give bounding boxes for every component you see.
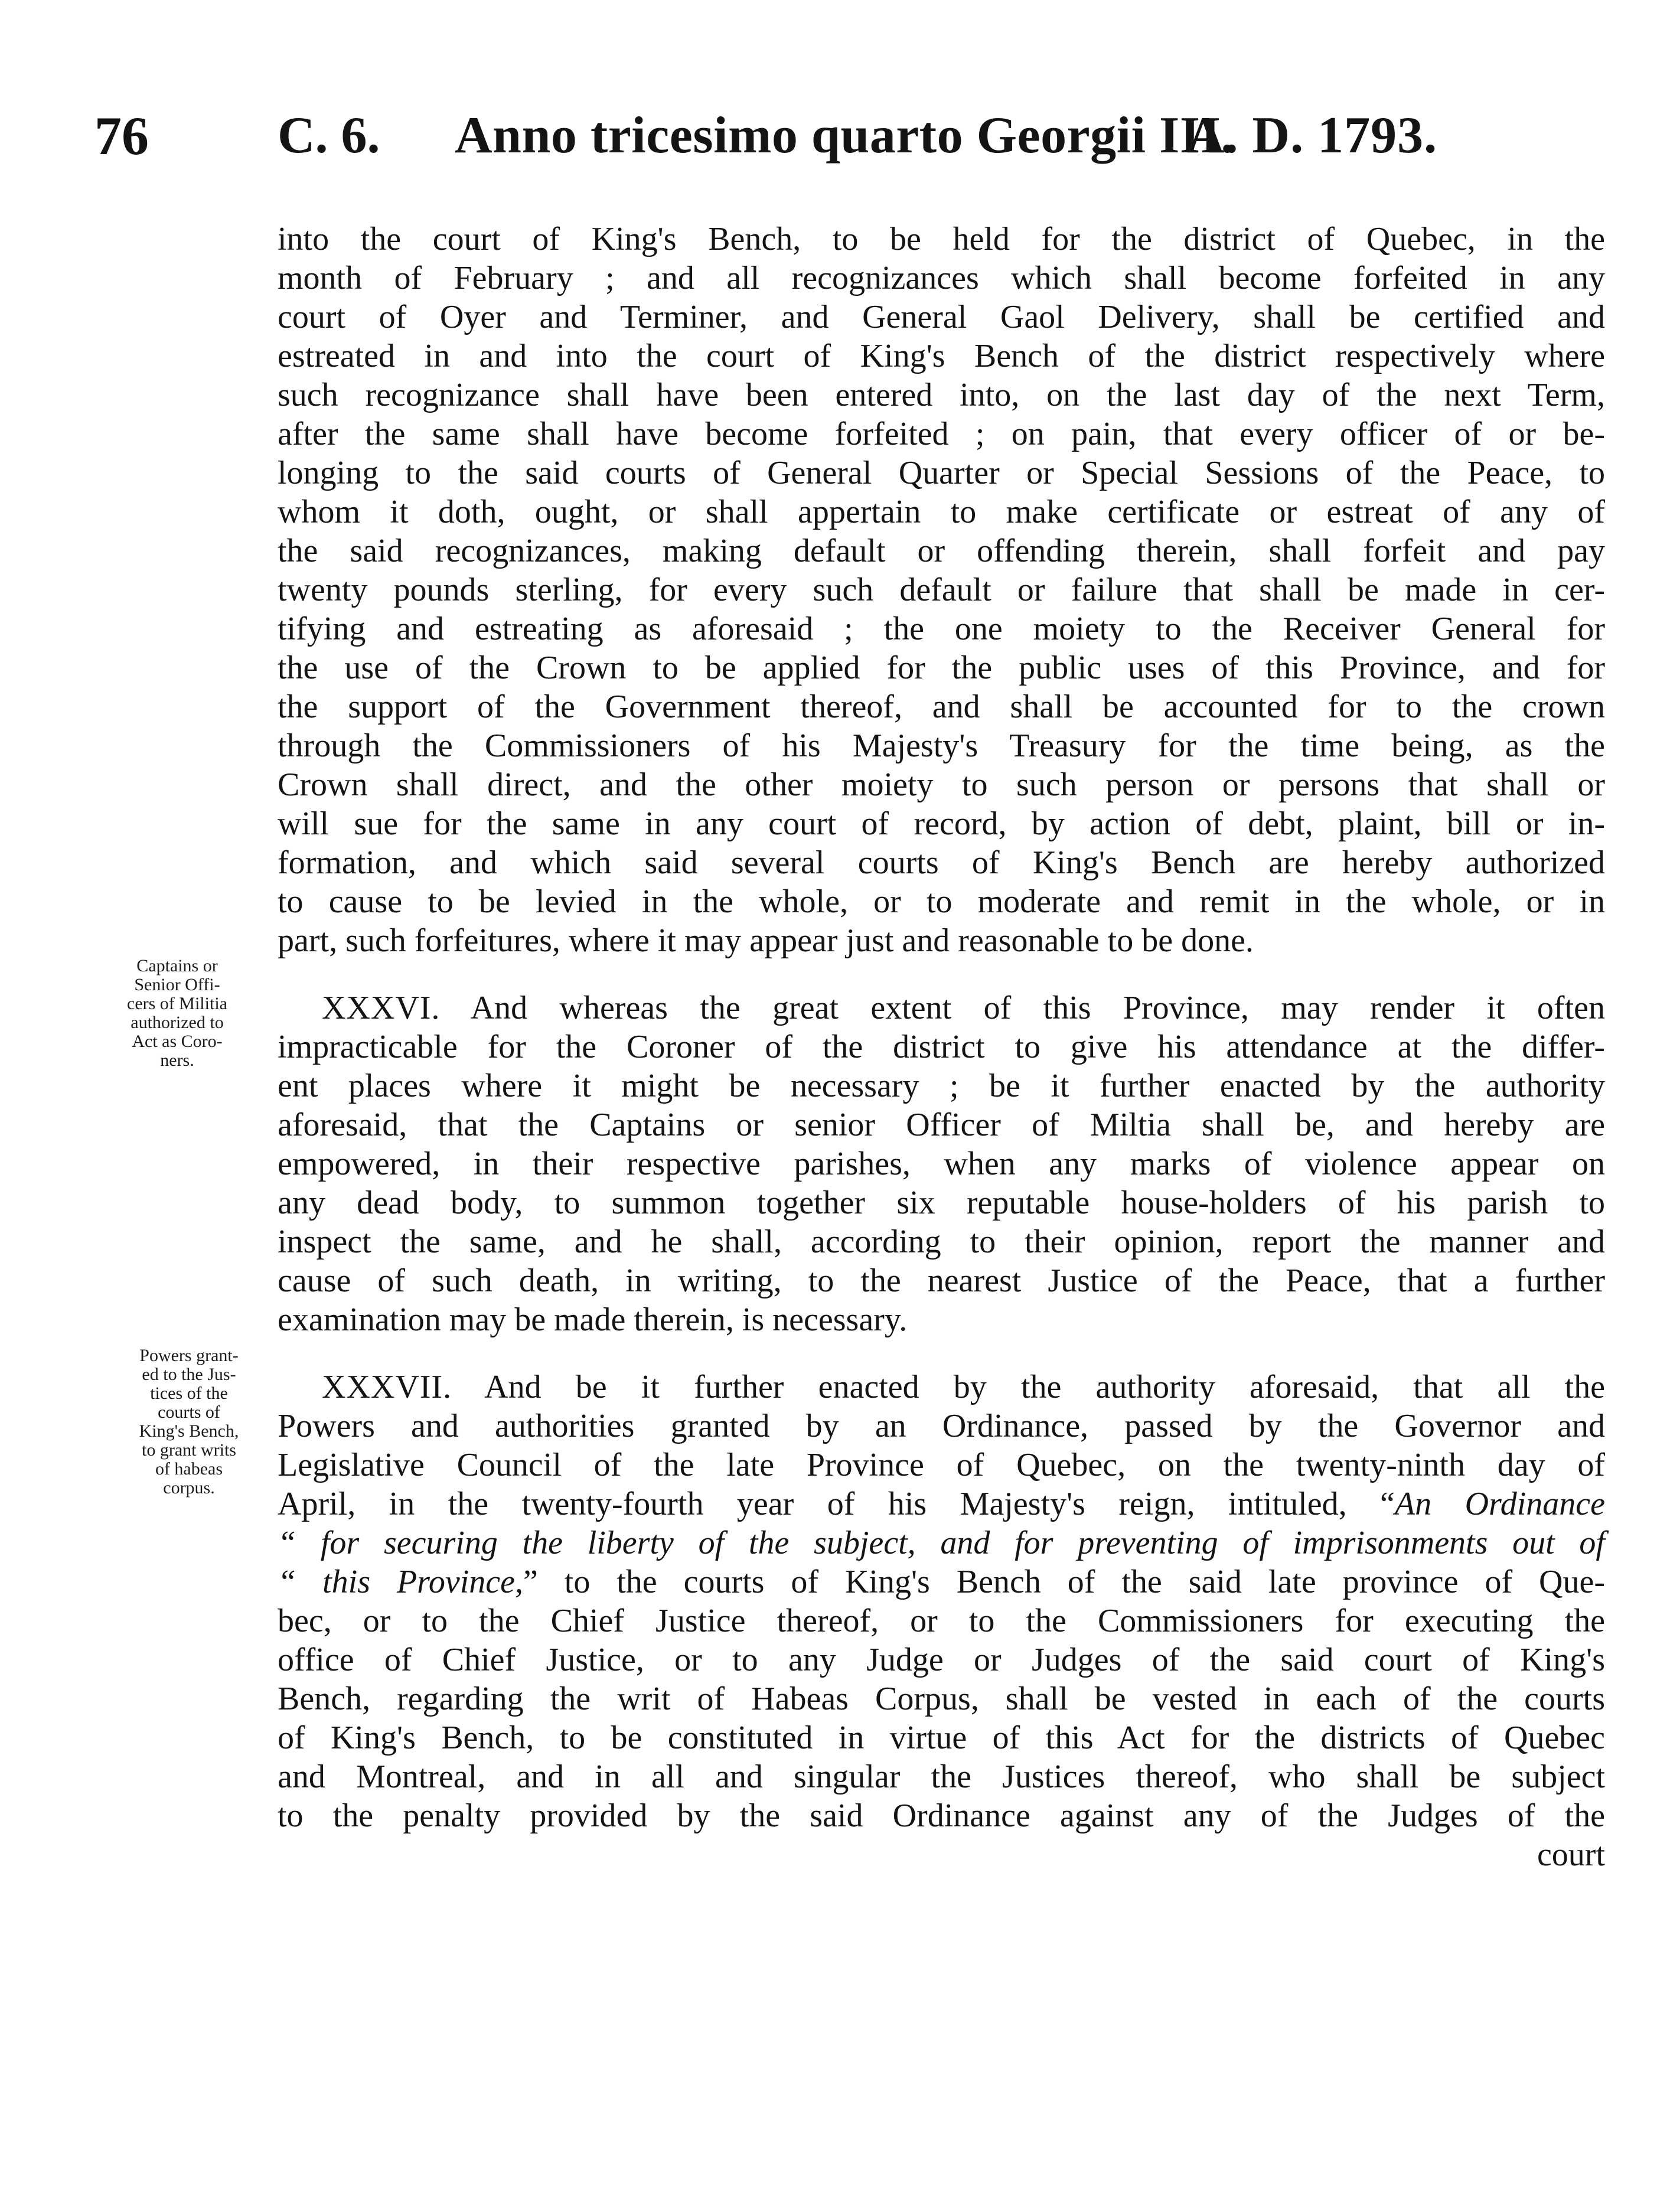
text-run: April, in the twenty-fourth year of his Majesty's reign, intituled, “: [278, 1486, 1395, 1522]
text-line: to the penalty provided by the said Ordinance against any of the Judges of the: [278, 1797, 1605, 1834]
text-line: will sue for the same in any court of record, by action of debt, plaint, bill or in-: [278, 805, 1605, 842]
section-opening-text: And be it further enacted by the authority aforesaid, that all the: [484, 1369, 1605, 1405]
margin-note-line: authorized to: [131, 1013, 224, 1032]
text-line: [278, 988, 1605, 1027]
margin-note-line: Act as Coro-: [132, 1032, 223, 1051]
text-line: [278, 1523, 1605, 1562]
text-line: the said recognizances, making default or offending therein, shall forfeit and pay: [278, 533, 1605, 569]
paragraph-spacer: [278, 960, 1605, 988]
running-date: A. D. 1793.: [1187, 107, 1438, 164]
text-line: examination may be made therein, is necessary.: [278, 1301, 908, 1338]
text-line: after the same shall have become forfeited ; on pain, that every officer of or be-: [278, 416, 1605, 452]
margin-note-line: Captains or: [136, 956, 218, 976]
text-line: court of Oyer and Terminer, and General Gaol Delivery, shall be certified and: [278, 299, 1605, 335]
margin-note-habeas-corpus: [106, 1346, 272, 1497]
text-line: Legislative Council of the late Province of Quebec, on the twenty-ninth day of: [278, 1447, 1605, 1483]
margin-note-line: Powers grant-: [139, 1346, 239, 1365]
main-text-block: [278, 220, 1605, 1874]
catchword: court: [1537, 1836, 1605, 1873]
text-line: tifying and estreating as aforesaid ; the one moiety to the Receiver General for: [278, 611, 1605, 647]
text-line: longing to the said courts of General Quarter or Special Sessions of the Peace, to: [278, 455, 1605, 491]
text-line: part, such forfeitures, where it may appear just and reasonable to be done.: [278, 922, 1254, 959]
paragraph-spacer: [278, 1339, 1605, 1368]
text-line: [278, 1368, 1605, 1407]
margin-note-line: courts of: [158, 1402, 220, 1422]
text-line: twenty pounds sterling, for every such default or failure that shall be made in cer-: [278, 572, 1605, 608]
running-title: Anno tricesimo quarto Georgii III.: [455, 107, 1234, 164]
margin-note-line: cers of Militia: [127, 994, 227, 1013]
text-line: Crown shall direct, and the other moiety to such person or persons that shall or: [278, 766, 1605, 803]
text-line: Bench, regarding the writ of Habeas Corpus, shall be vested in each of the courts: [278, 1681, 1605, 1717]
margin-note-line: King's Bench,: [139, 1421, 239, 1441]
paragraph-continued: [278, 220, 1605, 960]
text-line: Powers and authorities granted by an Ordinance, passed by the Governor and: [278, 1408, 1605, 1444]
text-line: impracticable for the Coroner of the district to give his attendance at the differ-: [278, 1029, 1605, 1065]
text-line: of King's Bench, to be constituted in virtue of this Act for the districts of Quebec: [278, 1720, 1605, 1756]
text-line: cause of such death, in writing, to the nearest Justice of the Peace, that a further: [278, 1262, 1605, 1299]
margin-note-line: tices of the: [150, 1384, 228, 1403]
text-line: to cause to be levied in the whole, or to moderate and remit in the whole, or in: [278, 883, 1605, 920]
text-line: ent places where it might be necessary ; be it further enacted by the authority: [278, 1068, 1605, 1104]
section-number: XXXVII.: [322, 1369, 452, 1405]
section-xxxvi: [278, 988, 1605, 1339]
text-run: ” to the courts of King's Bench of the said late province of Que-: [523, 1564, 1605, 1600]
text-line: [278, 1562, 1605, 1601]
text-line: inspect the same, and he shall, according to their opinion, report the manner and: [278, 1224, 1605, 1260]
margin-note-captains: [94, 957, 260, 1070]
italic-title-run: “ this Province,: [278, 1564, 523, 1600]
margin-note-line: ners.: [160, 1050, 194, 1070]
italic-title-run: “ for securing the liberty of the subject, and for preventing of imprisonments out of: [278, 1525, 1605, 1561]
text-line: estreated in and into the court of King's Bench of the district respectively where: [278, 338, 1605, 374]
text-line: aforesaid, that the Captains or senior Officer of Miltia shall be, and hereby are: [278, 1107, 1605, 1143]
text-line: whom it doth, ought, or shall appertain to make certificate or estreat of any of: [278, 494, 1605, 530]
text-line: the use of the Crown to be applied for the public uses of this Province, and for: [278, 650, 1605, 686]
margin-note-line: corpus.: [163, 1478, 215, 1497]
section-xxxvii: [278, 1368, 1605, 1874]
margin-note-line: to grant writs: [142, 1440, 236, 1460]
chapter-label: C. 6.: [278, 107, 380, 164]
section-opening-text: And whereas the great extent of this Province, may render it often: [470, 990, 1605, 1026]
margin-note-line: Senior Offi-: [134, 975, 220, 994]
text-line: office of Chief Justice, or to any Judge or Judges of the said court of King's: [278, 1642, 1605, 1678]
text-line: any dead body, to summon together six reputable house-holders of his parish to: [278, 1185, 1605, 1221]
section-number: XXXVI.: [322, 990, 441, 1026]
italic-title-run: An Ordinance: [1394, 1486, 1605, 1522]
margin-note-line: ed to the Jus-: [142, 1365, 236, 1384]
text-line: formation, and which said several courts of King's Bench are hereby authorized: [278, 844, 1605, 881]
text-line: month of February ; and all recognizances which shall become forfeited in any: [278, 260, 1605, 296]
running-head: [83, 103, 1606, 174]
margin-note-line: of habeas: [155, 1459, 223, 1479]
text-line: [278, 1485, 1605, 1523]
text-line: through the Commissioners of his Majesty's Treasury for the time being, as the: [278, 727, 1605, 764]
text-line: into the court of King's Bench, to be held for the district of Quebec, in the: [278, 221, 1605, 257]
text-line: the support of the Government thereof, and shall be accounted for to the crown: [278, 689, 1605, 725]
text-line: such recognizance shall have been entered into, on the last day of the next Term,: [278, 377, 1605, 413]
text-line: bec, or to the Chief Justice thereof, or to the Commissioners for executing the: [278, 1603, 1605, 1639]
page-number: 76: [94, 106, 149, 166]
text-line: empowered, in their respective parishes, when any marks of violence appear on: [278, 1146, 1605, 1182]
text-line: and Montreal, and in all and singular the Justices thereof, who shall be subject: [278, 1758, 1605, 1795]
